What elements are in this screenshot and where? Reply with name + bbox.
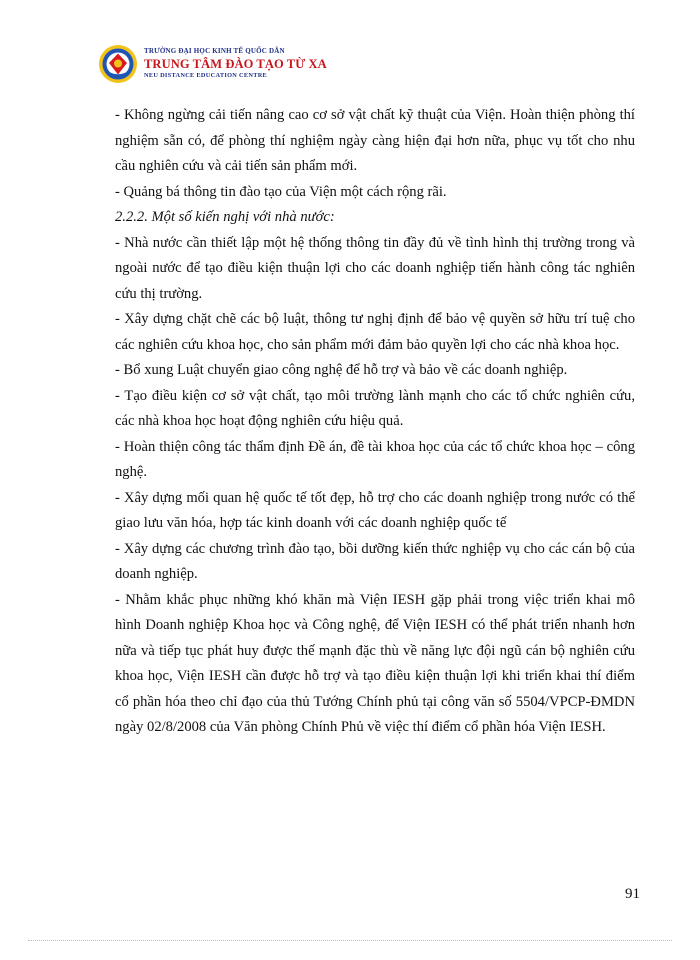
- page-border-divider: [28, 940, 672, 941]
- centre-name-en: NEU DISTANCE EDUCATION CENTRE: [144, 71, 268, 79]
- page-header: [98, 44, 327, 84]
- centre-name: TRUNG TÂM ĐÀO TẠO TỪ XA: [144, 56, 327, 71]
- recommendation-item: - Xây dựng mối quan hệ quốc tế tốt đẹp, hỗ trợ cho các doanh nghiệp trong nước có thể giao lưu văn hóa, hợp tác kinh doanh với các doanh nghiệp quốc tế: [115, 489, 635, 531]
- section-heading: 2.2.2. Một số kiến nghị với nhà nước:: [115, 209, 335, 225]
- page-number: 91: [625, 886, 640, 902]
- paragraph: - Quảng bá thông tin đào tạo của Viện một cách rộng rãi.: [115, 183, 447, 200]
- recommendation-item: - Xây dựng các chương trình đào tạo, bồi dưỡng kiến thức nghiệp vụ cho các cán bộ của doanh nghiệp.: [115, 540, 635, 582]
- school-name: TRƯỜNG ĐẠI HỌC KINH TẾ QUỐC DÂN: [144, 47, 285, 56]
- recommendation-item: - Xây dựng chặt chẽ các bộ luật, thông tư nghị định để bảo vệ quyền sở hữu trí tuệ cho các nghiên cứu khoa học, cho sản phẩm mới đảm bảo quyền lợi cho các nhà khoa học.: [115, 311, 635, 353]
- recommendation-item: - Hoàn thiện công tác thẩm định Đề án, đề tài khoa học của các tổ chức khoa học – công nghệ.: [115, 438, 635, 480]
- recommendation-item: - Tạo điều kiện cơ sở vật chất, tạo môi trường lành mạnh cho các tổ chức nghiên cứu, các nhà khoa học hoạt động nghiên cứu hiệu quả.: [115, 387, 635, 429]
- paragraph: - Không ngừng cải tiến nâng cao cơ sở vật chất kỹ thuật của Viện. Hoàn thiện phòng thí nghiệm sẵn có, để phòng thí nghiệm ngày càng hiện đại hơn nữa, phục vụ tốt cho nhu cầu nghiên cứu và cải tiến sản phẩm mới.: [115, 107, 635, 174]
- document-body: [115, 103, 635, 741]
- recommendation-item: - Bổ xung Luật chuyển giao công nghệ để hỗ trợ và bảo về các doanh nghiệp.: [115, 362, 568, 378]
- university-logo-icon: [98, 44, 138, 84]
- recommendation-item: - Nhằm khắc phục những khó khăn mà Viện IESH gặp phải trong việc triển khai mô hình Doanh nghiệp Khoa học và Công nghệ, để Viện IESH có thể phát triển nhanh hơn nữa và tiếp tục phát huy được thế mạnh đặc thù về năng lực đội ngũ cán bộ nghiên cứu khoa học, Viện IESH cần được hỗ trợ và tạo điều kiện thuận lợi khi triển khai thí điểm cổ phần hóa theo chỉ đạo của thủ Tướng Chính phủ tại công văn số 5504/VPCP-ĐMDN ngày 02/8/2008 của Văn phòng Chính Phủ về việc thí điểm cổ phần hóa Viện IESH.: [115, 591, 635, 735]
- recommendation-item: - Nhà nước cần thiết lập một hệ thống thông tin đầy đủ về tình hình thị trường trong và ngoài nước để tạo điều kiện thuận lợi cho các doanh nghiệp tiến hành công tác nghiên cứu thị trường.: [115, 234, 635, 302]
